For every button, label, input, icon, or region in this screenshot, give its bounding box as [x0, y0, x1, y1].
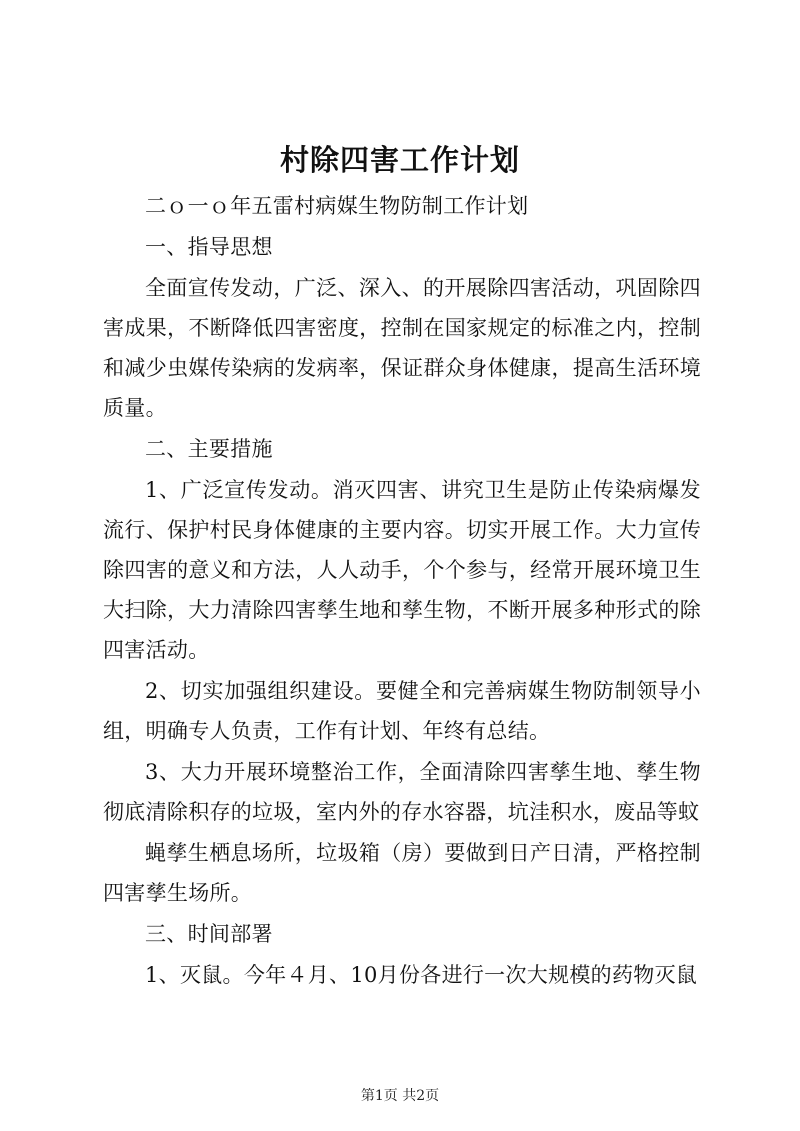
schedule-1-paragraph: 1、灭鼠。今年４月、10月份各进行一次大规模的药物灭鼠: [145, 963, 698, 987]
measure-3-paragraph: 3、大力开展环境整治工作，全面清除四害孳生地、孳生物彻底清除积存的垃圾，室内外的存水容器，坑洼积水，废品等蚊: [103, 760, 701, 824]
measure-2-paragraph: 2、切实加强组织建设。要健全和完善病媒生物防制领导小组，明确专人负责，工作有计划、年终有总结。: [103, 679, 701, 743]
guiding-ideology-paragraph: 全面宣传发动，广泛、深入、的开展除四害活动，巩固除四害成果，不断降低四害密度，控制在国家规定的标准之内，控制和减少虫媒传染病的发病率，保证群众身体健康，提高生活环境质量。: [103, 276, 701, 420]
measure-3-continuation-paragraph: 蝇孳生栖息场所，垃圾箱（房）要做到日产日清，严格控制四害孳生场所。: [103, 841, 701, 905]
section-heading-guiding-ideology: 一、指导思想: [145, 235, 273, 259]
page-footer: 第1页 共2页: [360, 1088, 440, 1104]
section-heading-schedule: 三、时间部署: [145, 922, 273, 946]
section-heading-main-measures: 二、主要措施: [145, 437, 273, 461]
document-body: [103, 186, 701, 995]
subtitle-paragraph: 二ｏ一ｏ年五雷村病媒生物防制工作计划: [145, 194, 529, 218]
document-title: 村除四害工作计划: [279, 143, 520, 177]
measure-1-paragraph: 1、广泛宣传发动。消灭四害、讲究卫生是防止传染病爆发流行、保护村民身体健康的主要内容。切实开展工作。大力宣传除四害的意义和方法，人人动手，个个参与，经常开展环境卫生大扫除，大力清除四害孳生地和孳生物，不断开展多种形式的除四害活动。: [103, 478, 701, 662]
